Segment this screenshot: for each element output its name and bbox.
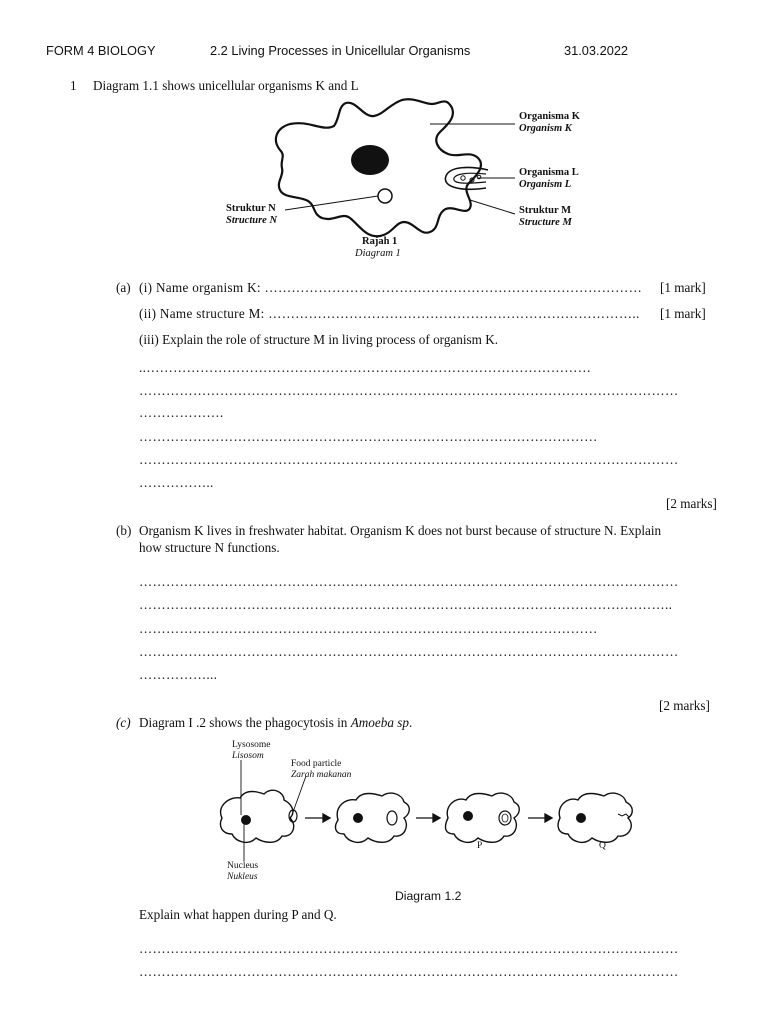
amoeba-cell-4 xyxy=(558,793,632,842)
question-number: 1 xyxy=(70,78,77,93)
part-a-label: (a) xyxy=(116,280,131,295)
label-organisma-k: Organisma K xyxy=(519,111,580,122)
label-organism-k: Organism K xyxy=(519,123,572,134)
label-nucleus: Nucleus xyxy=(227,861,259,871)
amoeba-cell-1 xyxy=(220,790,293,842)
part-b-text2: how structure N functions. xyxy=(139,540,280,555)
header-date: 31.03.2022 xyxy=(564,43,629,58)
label-organisma-l: Organisma L xyxy=(519,167,579,178)
label-structure-m: Structure M xyxy=(519,217,572,228)
header-topic: 2.2 Living Processes in Unicellular Organisms xyxy=(210,43,471,58)
answer-line: ……………... xyxy=(139,667,218,682)
diagram-1-2-caption: Diagram 1.2 xyxy=(395,889,462,903)
answer-line: …………….. xyxy=(139,475,214,490)
answer-line: ………………. xyxy=(139,405,224,420)
part-b-text1: Organism K lives in freshwater habitat. Organism K does not burst because of structure N. Explain xyxy=(139,523,662,538)
label-p: P xyxy=(477,841,483,851)
answer-line: ………………………………………………………………………………………………………… xyxy=(139,964,679,979)
label-nukleus: Nukleus xyxy=(227,872,258,882)
part-b-marks: [2 marks] xyxy=(659,698,710,713)
label-structure-n: Structure N xyxy=(226,215,278,226)
part-a-q3: (iii) Explain the role of structure M in living process of organism K. xyxy=(139,332,499,347)
label-lisosom: Lisosom xyxy=(232,751,264,761)
answer-line: ………………………………………………………………………………………………………… xyxy=(139,941,679,956)
part-b-label: (b) xyxy=(116,523,132,538)
amoeba-cell-2 xyxy=(336,793,410,842)
part-a-q1: (i) Name organism K: ………………………………………………………………………… xyxy=(139,280,643,295)
part-c-question: Explain what happen during P and Q. xyxy=(139,907,337,922)
answer-line: ………………………………………………………………………………………………………… xyxy=(139,574,679,589)
answer-line: ………………………………………………………………………………………………………… xyxy=(139,644,679,659)
answer-line: ..……………………………………………………………………………………… xyxy=(139,360,592,375)
label-organism-l: Organism L xyxy=(519,179,572,190)
label-rajah: Rajah 1 xyxy=(362,236,398,247)
part-a-marks: [2 marks] xyxy=(666,496,717,511)
answer-line: ………………………………………………………………………………………… xyxy=(139,429,598,444)
part-a-q1-mark: [1 mark] xyxy=(660,280,706,295)
label-q: Q xyxy=(599,841,606,851)
question-intro: Diagram 1.1 shows unicellular organisms K and L xyxy=(93,78,359,93)
answer-line: ………………………………………………………………………………………………………… xyxy=(139,452,679,467)
part-a-q2: (ii) Name structure M: ……………………………………………………………………….. xyxy=(139,306,640,321)
part-c-text: Diagram I .2 shows the phagocytosis in Amoeba sp. xyxy=(139,715,413,730)
answer-line: ……………………………………………………………………………………………………….. xyxy=(139,597,673,612)
answer-line: ………………………………………………………………………………………… xyxy=(139,621,598,636)
label-lysosome: Lysosome xyxy=(232,740,271,750)
part-c-label: (c) xyxy=(116,715,131,730)
label-zarah-makanan: Zarah makanan xyxy=(291,770,352,780)
label-struktur-n: Struktur N xyxy=(226,203,276,214)
part-a-q2-mark: [1 mark] xyxy=(660,306,706,321)
label-struktur-m: Struktur M xyxy=(519,205,572,216)
header-form: FORM 4 BIOLOGY xyxy=(46,43,156,58)
answer-line: ………………………………………………………………………………………………………… xyxy=(139,383,679,398)
label-diagram: Diagram 1 xyxy=(355,248,401,259)
label-food-particle: Food particle xyxy=(291,759,342,769)
